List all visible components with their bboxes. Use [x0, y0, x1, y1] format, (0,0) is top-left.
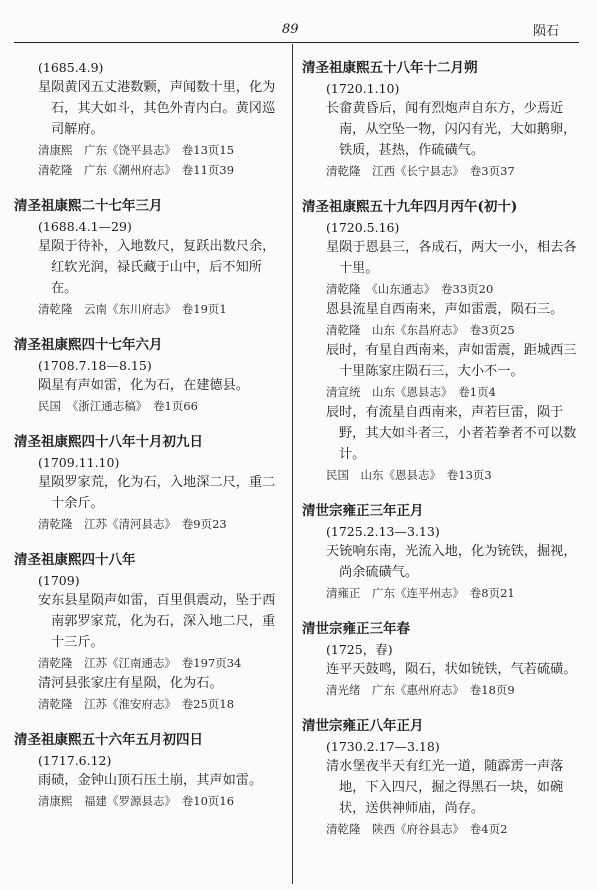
right-column [302, 58, 588, 855]
record-title: 清圣祖康熙五十六年五月初四日 [14, 732, 203, 748]
record-date: (1725，春) [326, 642, 393, 657]
source-citation: 清宣统 山东《恩县志》 卷1页4 [326, 385, 496, 399]
record-title: 清圣祖康熙五十九年四月丙午(初十) [302, 199, 518, 215]
record-entry [14, 335, 286, 416]
source-citation: 清雍正 广东《连平州志》 卷8页21 [326, 586, 515, 600]
record-date: (1688.4.1—29) [38, 219, 132, 234]
record-title: 清圣祖康熙五十八年十二月朔 [302, 60, 478, 76]
record-entry [14, 196, 286, 319]
column-divider [292, 44, 293, 884]
record-text: 清水堡夜半天有红光一道，随霹雳一声落地，下入四尺，掘之得黑石一块，如碗状，送供神师庙，尚存。 [326, 759, 564, 816]
record-entry [14, 550, 286, 714]
record-title: 清圣祖康熙四十八年 [14, 552, 136, 568]
record-title: 清圣祖康熙四十八年十月初九日 [14, 434, 203, 450]
record-title: 清世宗雍正三年正月 [302, 503, 424, 519]
record-title: 清圣祖康熙二十七年三月 [14, 198, 163, 214]
record-date: (1730.2.17—3.18) [326, 739, 440, 754]
record-text: 星陨黄冈五丈港数颗，声闻数十里，化为石，其大如斗，其色外青内白。黄冈巡司解府。 [38, 80, 276, 137]
record-date: (1720.5.16) [326, 220, 400, 235]
source-citation: 清乾隆 江西《长宁县志》 卷3页37 [326, 164, 515, 178]
record-entry [302, 501, 588, 603]
record-title: 清世宗雍正三年春 [302, 621, 410, 637]
source-citation: 清光绪 广东《惠州府志》 卷18页9 [326, 683, 515, 697]
record-entry [14, 730, 286, 811]
record-text: 清河县张家庄有星陨，化为石。 [38, 676, 223, 691]
source-citation: 清乾隆 广东《潮州府志》 卷11页39 [38, 163, 235, 177]
record-date: (1717.6.12) [38, 753, 112, 768]
record-date: (1725.2.13—3.13) [326, 524, 440, 539]
record-text: 陨星有声如雷，化为石，在建德县。 [38, 378, 249, 393]
source-citation: 清乾隆 山东《东昌府志》 卷3页25 [326, 323, 515, 337]
source-citation: 民国 山东《恩县志》 卷13页3 [326, 468, 492, 482]
record-text: 星陨于待补，入地数尺，复跃出数尺余，红软光润，禄氏藏于山中，后不知所在。 [38, 239, 276, 296]
source-citation: 清乾隆 云南《东川府志》 卷19页1 [38, 302, 227, 316]
header-rule [14, 42, 579, 43]
record-text: 辰时，有星自西南来，声如雷震，距城西三十里陈家庄陨石三，大小不一。 [326, 343, 577, 379]
source-citation: 清乾隆 陕西《府谷县志》 卷4页2 [326, 822, 508, 836]
record-text: 长畲黄昏后，闻有烈炮声自东方，少焉近南，从空坠一物，闪闪有光，大如鹅卵，铁质，甚热，作硫磺气。 [326, 101, 577, 158]
source-citation: 民国 《浙江通志稿》 卷1页66 [38, 399, 198, 413]
source-citation: 清乾隆 江苏《淮安府志》 卷25页18 [38, 697, 235, 711]
record-date: (1709) [38, 573, 80, 588]
record-date: (1685.4.9) [38, 60, 104, 75]
record-title: 清世宗雍正八年正月 [302, 718, 424, 734]
record-text: 雨碛，金钟山顶石压土崩，其声如雷。 [38, 773, 263, 788]
record-entry [302, 619, 588, 700]
record-text: 恩县流星自西南来，声如雷震，陨石三。 [326, 302, 564, 317]
source-citation: 清乾隆 《山东通志》 卷33页20 [326, 282, 494, 296]
record-date: (1709.11.10) [38, 455, 120, 470]
record-text: 天铳响东南，光流入地，化为铳铁，掘视，尚余硫磺气。 [326, 544, 577, 580]
record-text: 辰时，有流星自西南来，声若巨雷，陨于野，其大如斗者三，小者若拳者不可以数计。 [326, 405, 577, 462]
page-number: 89 [282, 22, 299, 37]
page-header [0, 0, 597, 44]
section-title: 陨石 [533, 24, 560, 39]
record-entry [14, 58, 286, 180]
record-entry [302, 716, 588, 839]
left-column [14, 58, 286, 827]
record-text: 星陨于恩县三，各成石，两大一小，相去各十里。 [326, 240, 577, 276]
record-title: 清圣祖康熙四十七年六月 [14, 337, 163, 353]
record-text: 星陨罗家荒，化为石，入地深二尺，重二十余斤。 [38, 475, 276, 511]
record-entry [14, 432, 286, 534]
record-date: (1708.7.18—8.15) [38, 358, 152, 373]
source-citation: 清康熙 福建《罗源县志》 卷10页16 [38, 794, 235, 808]
source-citation: 清乾隆 江苏《江南通志》 卷197页34 [38, 656, 242, 670]
record-entry [302, 58, 588, 181]
source-citation: 清乾隆 江苏《清河县志》 卷9页23 [38, 517, 227, 531]
source-citation: 清康熙 广东《饶平县志》 卷13页15 [38, 143, 235, 157]
record-date: (1720.1.10) [326, 81, 400, 96]
record-entry [302, 197, 588, 485]
record-text: 安东县星陨声如雷，百里俱震动，坠于西南郭罗家荒，化为石，深入地二尺，重十三斤。 [38, 593, 276, 650]
record-text: 连平天鼓鸣，陨石，状如铳铁，气若硫磺。 [326, 662, 577, 677]
